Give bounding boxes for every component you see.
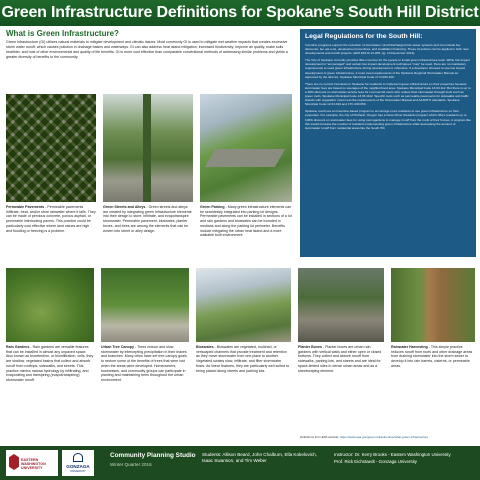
caption-planter-boxes [298, 345, 384, 373]
caption-title: Planter Boxes [298, 345, 322, 349]
gonzaga-sub: UNIVERSITY [70, 470, 86, 473]
caption-green-streets [103, 205, 193, 233]
caption-text: - Many green infrastructure elements can be seamlessly integrated into parking lot designs. Permeable pavements can be installed in sections of a lot and rain gardens and bioswales can be included in medians and along the parking lot perimeter. Benefits include mitigating the urban heat island and a more walkable built environment. [200, 205, 292, 238]
studio-term: Winter Quarter 2016 [110, 462, 152, 467]
definitions-label: Definitions from EPA website: [300, 435, 341, 439]
footer [0, 446, 480, 480]
caption-rainwater-harvesting [391, 345, 475, 369]
caption-title: Urban Tree Canopy [101, 345, 134, 349]
ewu-shield-icon [9, 454, 19, 470]
students-list: Students: Allison Beard, John Chalburn, Ella Kokelovich, Isaac Swanson, and Tim Weber [202, 452, 317, 464]
rainwater-harvesting-photo [391, 268, 475, 342]
instructor-2: Prof. Rick Eichstaedt - Gonzaga University [334, 459, 417, 464]
caption-text: - This simple practice reduces runoff from roofs and other drainage areas from draining stormwater into the storm sewer to develop it into rain barrels, cisterns, or permeable areas. [391, 345, 473, 368]
caption-title: Bioswales [196, 345, 214, 349]
caption-title: Rain Gardens [6, 345, 30, 349]
caption-text: - Planter boxes are urban rain gardens with vertical walls and either open or closed bottoms. They collect and absorb runoff from sidewalks, parking lots, and streets and are ideal for space-limited sites in dense urban areas and as a streetscaping element. [298, 345, 382, 373]
legal-paragraph: Spokane could use an incentive-based program to encourage more residents to use green infrastructure on their properties. For example, the city of Portland, Oregon has a Clean River Rewards program which offers residents up to 100% discount on stormwater fees for using stormgardens to manage runoff from the roofs of their homes. A program like this would increase the number of residents implementing green infrastructure while decreasing the amount of stormwater runoff from residential areas like the South Hill. [305, 109, 471, 130]
legal-paragraph: Incentive programs support the reduction of stormwater runoff discharged into sewer systems and can include fee discounts, fee opt-outs, development incentives, and installation financing. These incentives can be applied to both new developments and retrofit projects. (EPA 843-R-14-005, pg. 10 December 2014). [305, 43, 469, 56]
caption-text: - Bioswales are vegetated, mulched, or xeriscaped channels that provide treatment and retention as they move stormwater from one place to another. Vegetated swales slow, infiltrate, and filter stormwater flows. As linear features, they are particularly well suited to being placed along streets and parking lots. [196, 345, 290, 373]
permeable-pavement-photo [6, 94, 96, 202]
ewu-name: EASTERN WASHINGTON UNIVERSITY [21, 458, 46, 471]
caption-rain-gardens [6, 345, 94, 383]
caption-title: Green Parking [200, 205, 225, 209]
ewu-logo [6, 450, 58, 476]
caption-urban-tree-canopy [101, 345, 189, 383]
legal-paragraph: The City of Spokane currently provides little incentive for the people to install green infrastructure tools. While low impact development is "encouraged" and certain low impact development techniques "may" be used, there are no mandatory requirements to used green infrastructure during development or otherwise. If a developer chooses to use low impact development or green infrastructure, it must meet requirements of the Spokane Regional Stormwater Manual as approved by the director. Spokane Municipal Code 17.D.060.190. [305, 58, 470, 79]
caption-title: Permeable Pavements [6, 205, 45, 209]
poster-title: Green Infrastructure Definitions for Spokane’s South Hill District [0, 0, 480, 26]
definitions-link[interactable]: https://www.epa.gov/green-infrastructure/what-green-infrastructure [340, 435, 429, 439]
planter-box-photo [298, 268, 384, 342]
rain-garden-photo [6, 268, 94, 342]
studio-name: Community Planning Studio [110, 452, 196, 459]
legal-paragraph: There are no current incentives in Spokane for residents to implement green infrastructure on their properties because stormwater fees are based on averages of the neighborhood area. Spokane Municipal Code 13.03.112. But there is up to a 20% discount on stormwater service fees for commercial users who reduce their stormwater through tools such as green roofs. Spokane Municipal Code 13.03.1112. Specific tools such as permeable pavements for sidewalks and traffic islands with vegetation must meet the requirements of the Stormwater Manual and AASHTO standards. Spokane Municipal Code 12.01.010 and 17C.200.050. [305, 81, 471, 107]
caption-text: - Permeable pavements infiltrate, treat, and/or store rainwater where it falls. They can be made of pervious concrete, porous asphalt, or permeable interlocking pavers. This practice could be particularly cost effective where land values are high and flooding or freezing is a problem. [6, 205, 96, 233]
green-parking-photo [200, 94, 292, 202]
caption-text: - Rain gardens are versatile features that can be installed in almost any unpaved space. Also known as bioretention, or bioinfiltration, cells, they are shallow, vegetated basins that collect and absorb runoff from rooftops, sidewalks, and streets. This practice mimics natural hydrology by infiltrating, and evaporating and transpiring (evapotranspiring) stormwater runoff. [6, 345, 94, 382]
gonzaga-seal-icon [73, 453, 83, 462]
legal-heading: Legal Regulations for the South Hill: [305, 33, 423, 40]
caption-title: Green Streets and Alleys [103, 205, 146, 209]
intro-section [6, 29, 296, 89]
urban-tree-canopy-photo [101, 268, 189, 342]
definitions-source [300, 435, 428, 439]
gonzaga-logo [62, 450, 94, 476]
instructor-1: Instructor: Dr. Kerry Brooks - Eastern Washington University [334, 452, 451, 457]
caption-permeable-pavements [6, 205, 96, 233]
caption-title: Rainwater Harvesting [391, 345, 428, 349]
gonzaga-name: GONZAGA [66, 464, 90, 469]
green-street-photo [103, 94, 193, 202]
caption-green-parking [200, 205, 294, 238]
caption-text: - Trees reduce and slow stormwater by intercepting precipitation in their leaves and branches. Many cities have set tree canopy goals to restore some of the benefits of trees that were lost when the areas were developed. Homeowners, businesses, and community groups can participate in planting and maintaining trees throughout the urban environment. [101, 345, 187, 382]
legal-regulations-panel [300, 29, 476, 257]
intro-body: Green Infrastructure (GI) utilizes natural materials to mitigate development and climatic issues. Most commonly GI is used to mitigate wet weather impacts that creates excessive storm water runoff, which causes pollution in drainage basins and waterways. GI can also address heat island mitigation, increased biodiversity; improve air quality, make soils healthier, and host of other environmental and quality of life benefits. GI is more cost effective than comparable conventional methods of addressing similar problems and yields a greater diversity of benefits to the community. [6, 40, 288, 59]
caption-text: - Green streets and alleys are created by integrating green infrastructure elements into their design to store, infiltrate, and evapotranspire stormwater. Permeable pavement, bioswales, planter boxes, and trees are among the elements that can be woven into street or alley design. [103, 205, 192, 233]
caption-bioswales [196, 345, 291, 373]
bioswale-photo [196, 268, 291, 342]
intro-heading: What is Green Infrastructure? [6, 29, 119, 38]
